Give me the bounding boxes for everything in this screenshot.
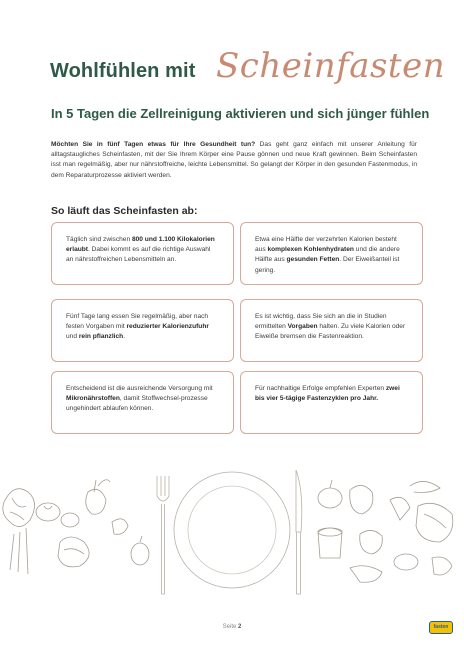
box-text: und die andere Hälfte aus <box>255 246 400 264</box>
box-bold: Mikronährstoffen <box>66 395 120 403</box>
box-text: Fünf Tage lang essen Sie regelmäßig, aber nach festen Vorgaben mit <box>66 313 209 331</box>
info-box <box>51 299 234 362</box>
box-text: Etwa eine Hälfte der verzehrten Kalorien besteht aus <box>255 236 397 254</box>
title-main: Wohlfühlen mit <box>50 60 196 82</box>
box-text: . <box>123 333 126 341</box>
box-text: Täglich sind zwischen <box>66 236 132 243</box>
plate-inner-icon <box>188 486 276 574</box>
page-number: 2 <box>238 624 242 630</box>
box-bold: Vorgaben <box>287 323 318 331</box>
vegetables-left-icon <box>3 480 149 574</box>
box-bold: zwei bis vier 5-tägige Fastenzyklen pro Jahr. <box>255 385 400 403</box>
box-text: Für nachhaltige Erfolge empfehlen Experten <box>255 385 386 392</box>
box-bold: rein pflanzlich <box>78 333 124 341</box>
plate-outer-icon <box>174 472 290 588</box>
box-text: Entscheidend ist die ausreichende Versorgung mit <box>66 385 213 392</box>
section-heading: So läuft das Scheinfasten ab: <box>51 205 198 217</box>
box-bold: komplexen Kohlenhydraten <box>267 246 354 254</box>
box-text: Es ist wichtig, dass Sie sich an die in Studien ermittelten <box>255 313 387 331</box>
box-text: . Dabei kommt es auf die richtige Auswahl an nährstoffreichen Lebensmitteln an. <box>66 246 211 264</box>
title-row <box>0 46 464 96</box>
box-bold: gesunden Fetten <box>286 256 340 264</box>
subtitle: In 5 Tagen die Zellreinigung aktivieren und sich jünger fühlen <box>51 106 430 121</box>
intro-lead: Möchten Sie in fünf Tagen etwas für Ihre Gesundheit tun? <box>51 141 256 148</box>
info-box <box>51 371 234 434</box>
knife-icon <box>296 470 302 594</box>
vegetables-right-icon <box>318 480 453 582</box>
intro-text: Das geht ganz einfach mit unserer Anleitung für alltagstaugliches Scheinfasten, mit der Sie Ihrem Körper eine Pause gönnen und neue Kraft gewinnen. Beim Scheinfasten isst man regelmäßig, aber nur nährstoffreiche, leichte Lebensmittel. So gelangt der Körper in den gesunden Fastenmodus, in dem Reparaturprozesse aktiviert werden. <box>51 141 418 179</box>
title-script: Scheinfasten <box>216 46 446 86</box>
page-footer <box>0 624 464 630</box>
box-bold: 800 und 1.100 Kilokalorien erlaubt <box>66 236 215 254</box>
food-illustration <box>0 462 464 602</box>
box-text: und <box>66 333 79 341</box>
info-box <box>240 222 423 285</box>
fork-icon <box>157 476 169 594</box>
box-text: halten. Zu viele Kalorien oder Eiweiße bremsen die Fastenreaktion. <box>255 323 406 341</box>
info-box <box>240 371 423 434</box>
brand-logo: fasten <box>429 621 453 634</box>
box-text: , damit Stoffwechsel-prozesse ungehindert ablaufen können. <box>66 395 208 413</box>
box-text: . Der Eiweißanteil ist gering. <box>255 256 400 274</box>
box-bold: reduzierter Kalorienzufuhr <box>126 323 209 331</box>
info-box <box>51 222 234 285</box>
info-box <box>240 299 423 362</box>
intro-paragraph <box>51 140 417 181</box>
footer-label: Seite <box>222 624 237 630</box>
